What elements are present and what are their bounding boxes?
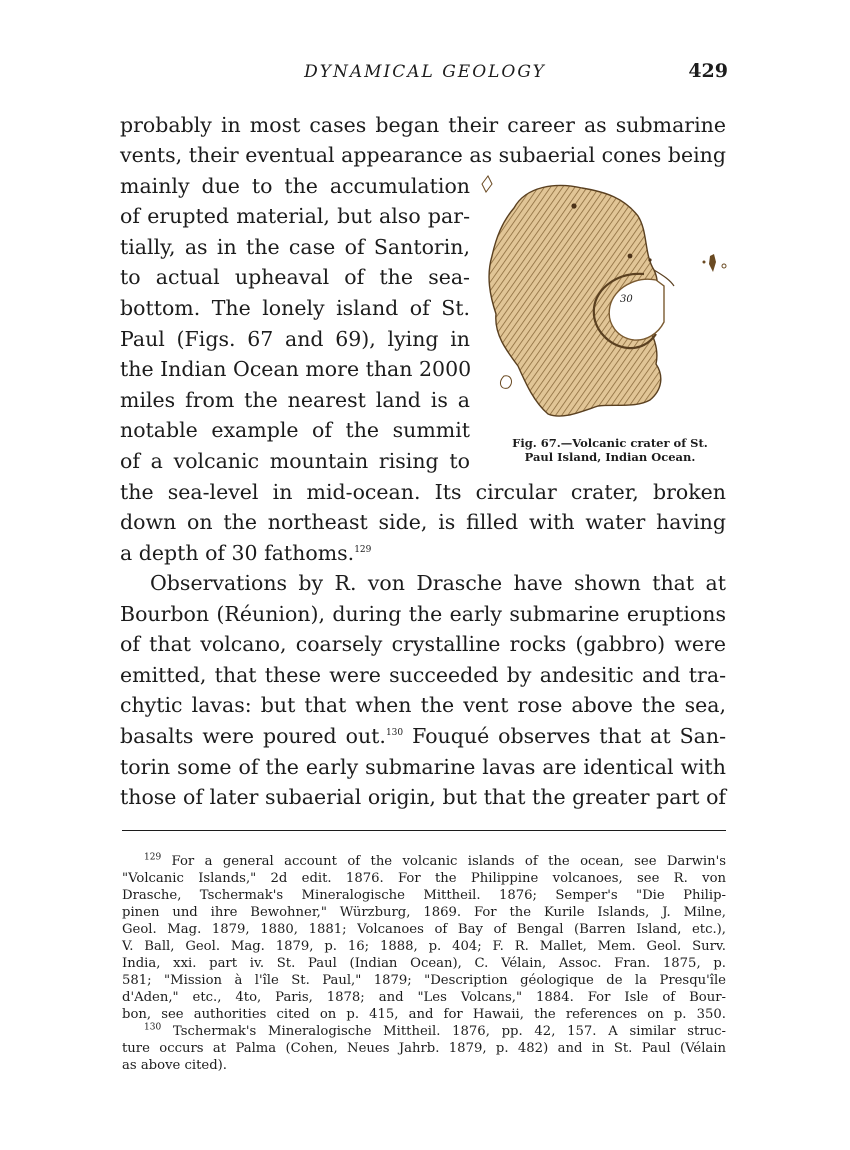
figure-67 [478,168,740,470]
body-text: Fouqué observes that at San- [403,724,726,748]
body-line: torin some of the early submarine lavas are identical with [120,755,726,779]
body-line: the sea-level in mid-ocean. Its circular crater, broken [120,480,726,504]
running-head: DYNAMICAL GEOLOGY [304,62,546,82]
body-line: chytic lavas: but that when the vent rose above the sea, [120,693,726,717]
body-line: the Indian Ocean more than 2000 [120,357,472,381]
body-text: basalts were poured out. [120,724,386,748]
body-line [120,538,726,568]
crater-depth-label: 30 [620,294,633,305]
body-line: Observations by R. von Drasche have shown that at [150,571,726,595]
footnote-ref-129[interactable]: 129 [354,545,372,556]
offshore-rock [703,261,706,264]
body-line: vents, their eventual appearance as subaerial cones being [120,143,726,167]
figure-caption [490,436,730,464]
offshore-rock [722,264,726,268]
body-line: of that volcano, coarsely crystalline rocks (gabbro) were [120,632,726,656]
body-line: bottom. The lonely island of St. [120,296,470,320]
body-line: Paul (Figs. 67 and 69), lying in [120,327,470,351]
body-line: miles from the nearest land is a [120,388,470,412]
north-islet [482,176,492,192]
body-line: of a volcanic mountain rising to [120,449,470,473]
body-line: tially, as in the case of Santorin, [120,235,470,259]
body-line: probably in most cases began their career as submarine [120,113,726,137]
body-line: down on the northeast side, is filled with water having [120,510,726,534]
body-line: those of later subaerial origin, but that the greater part of [120,785,726,809]
south-islet [501,376,512,389]
body-line: of erupted material, but also par- [120,204,470,228]
body-text: a depth of 30 fathoms. [120,541,355,565]
islet [628,254,633,259]
footnote-line: bon, see authorities cited on p. 415, and for Hawaii, the references on p. 350. [122,1007,726,1022]
body-line: Bourbon (Réunion), during the early submarine eruptions [120,602,726,626]
footnote-line: ture occurs at Palma (Cohen, Neues Jahrb. 1879, p. 482) and in St. Paul (Vélain [122,1041,726,1056]
footnote-text: For a general account of the volcanic islands of the ocean, see Darwin's [161,854,726,869]
footnote-ref-130[interactable]: 130 [385,728,404,739]
footnote-number: 129 [144,852,162,863]
footnote-line: V. Ball, Geol. Mag. 1879, p. 16; 1888, p. 404; F. R. Mallet, Mem. Geol. Surv. [122,939,726,954]
body-line: notable example of the summit [120,418,470,442]
body-line [120,721,726,751]
footnote-line: "Volcanic Islands," 2d edit. 1876. For the Philippine volcanoes, see R. von [122,871,726,886]
footnote-text: Tschermak's Mineralogische Mittheil. 1876, pp. 42, 157. A similar struc- [161,1024,726,1039]
caption-line: Fig. 67.—Volcanic crater of St. [512,436,708,450]
page-number: 429 [688,60,728,82]
footnote-line [144,854,726,870]
footnote-divider [122,830,726,831]
page-header [120,62,730,88]
footnote-line: Geol. Mag. 1879, 1880, 1881; Volcanoes of Bay of Bengal (Barren Island, etc.), [122,922,726,937]
footnote-line: 581; "Mission à l'île St. Paul," 1879; "Description géologique de la Presqu'île [122,973,726,988]
footnote-line: as above cited). [122,1058,227,1073]
caption-line: Paul Island, Indian Ocean. [524,450,696,464]
footnote-line: pinen und ihre Bewohner," Würzburg, 1869. For the Kurile Islands, J. Milne, [122,905,726,920]
body-line: to actual upheaval of the sea- [120,265,470,289]
footnote-number: 130 [144,1022,162,1033]
islet [571,203,576,208]
islet [648,258,651,261]
footnote-line: d'Aden," etc., 4to, Paris, 1878; and "Les Volcans," 1884. For Isle of Bour- [122,990,726,1005]
footnote-line: India, xxi. part iv. St. Paul (Indian Ocean), C. Vélain, Assoc. Fran. 1875, p. [122,956,726,971]
offshore-rock [709,254,716,272]
island-map-illustration [478,168,740,470]
footnote-line: Drasche, Tschermak's Mineralogische Mittheil. 1876; Semper's "Die Philip- [122,888,726,903]
body-line: mainly due to the accumulation [120,174,470,198]
footnote-line [144,1024,726,1040]
body-line: emitted, that these were succeeded by andesitic and tra- [120,663,726,687]
